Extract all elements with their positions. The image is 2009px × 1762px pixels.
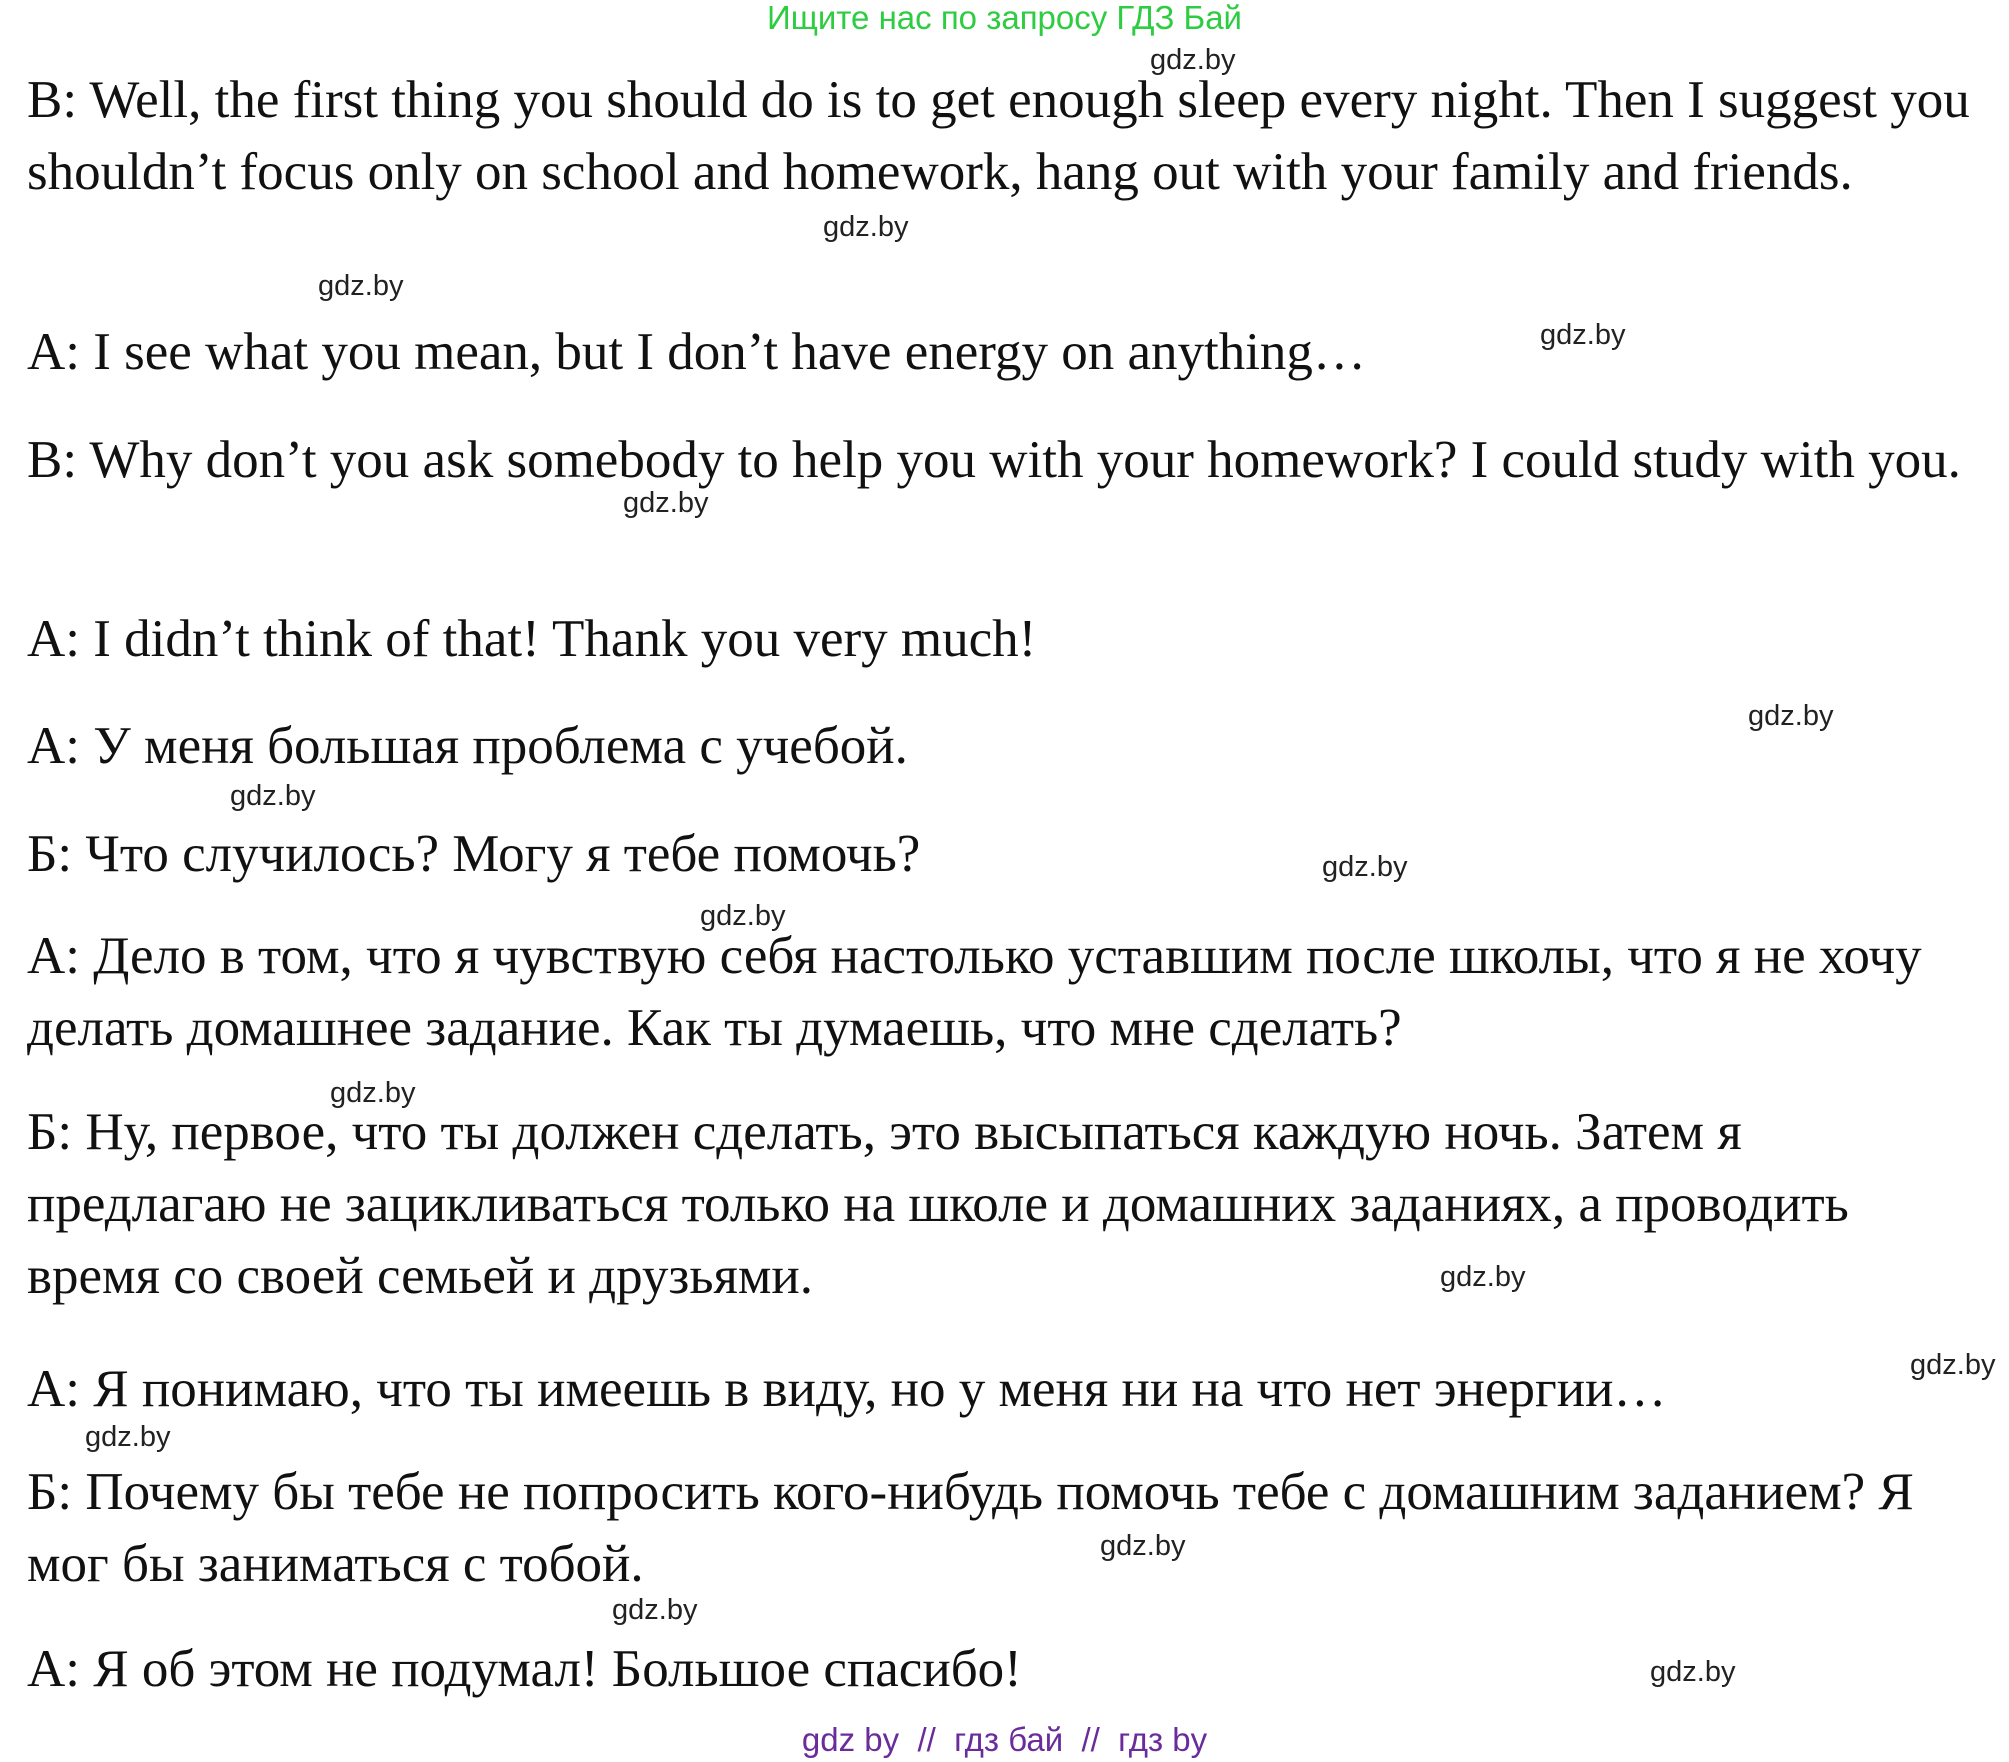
- dialogue-line-10: Б: Почему бы тебе не попросить кого-нибудь помочь тебе с домашним заданием? Я мог бы заниматься с тобой.: [27, 1463, 1914, 1593]
- watermark: gdz.by: [623, 487, 709, 519]
- site-footer: gdz by // гдз бай // гдз by: [801, 1721, 1208, 1758]
- dialogue-line-3: B: Why don’t you ask somebody to help you with your homework? I could study with you.: [27, 431, 1961, 489]
- watermark: gdz.by: [1150, 44, 1236, 76]
- watermark: gdz.by: [1540, 319, 1626, 351]
- dialogue-line-8: Б: Ну, первое, что ты должен сделать, это высыпаться каждую ночь. Затем я предлагаю не зацикливаться только на школе и домашних заданиях, а проводить время со своей семьей и друзьями.: [27, 1103, 1849, 1305]
- watermark: gdz.by: [85, 1421, 171, 1453]
- dialogue-line-9: А: Я понимаю, что ты имеешь в виду, но у меня ни на что нет энергии…: [27, 1360, 1667, 1418]
- watermark: gdz.by: [1650, 1656, 1736, 1688]
- watermark: gdz.by: [1910, 1349, 1996, 1381]
- watermark: gdz.by: [330, 1077, 416, 1109]
- watermark: gdz.by: [823, 211, 909, 243]
- dialogue-line-1: B: Well, the first thing you should do is to get enough sleep every night. Then I suggest you shouldn’t focus only on school and homework, hang out with your family and friends.: [27, 71, 1970, 201]
- watermark: gdz.by: [700, 900, 786, 932]
- watermark: gdz.by: [318, 270, 404, 302]
- dialogue-line-4: A: I didn’t think of that! Thank you very much!: [27, 610, 1037, 668]
- dialogue-line-7: А: Дело в том, что я чувствую себя настолько уставшим после школы, что я не хочу делать домашнее задание. Как ты думаешь, что мне сделать?: [27, 927, 1922, 1057]
- dialogue-line-5: А: У меня большая проблема с учебой.: [27, 717, 908, 775]
- watermark: gdz.by: [230, 780, 316, 812]
- dialogue-line-6: Б: Что случилось? Могу я тебе помочь?: [27, 825, 921, 883]
- watermark: gdz.by: [1100, 1530, 1186, 1562]
- watermark: gdz.by: [1748, 700, 1834, 732]
- watermark: gdz.by: [612, 1594, 698, 1626]
- watermark: gdz.by: [1322, 851, 1408, 883]
- dialogue-line-11: А: Я об этом не подумал! Большое спасибо!: [27, 1640, 1022, 1698]
- dialogue-line-2: A: I see what you mean, but I don’t have energy on anything…: [27, 323, 1366, 381]
- watermark: gdz.by: [1440, 1261, 1526, 1293]
- search-hint-header: Ищите нас по запросу ГДЗ Бай: [767, 0, 1242, 36]
